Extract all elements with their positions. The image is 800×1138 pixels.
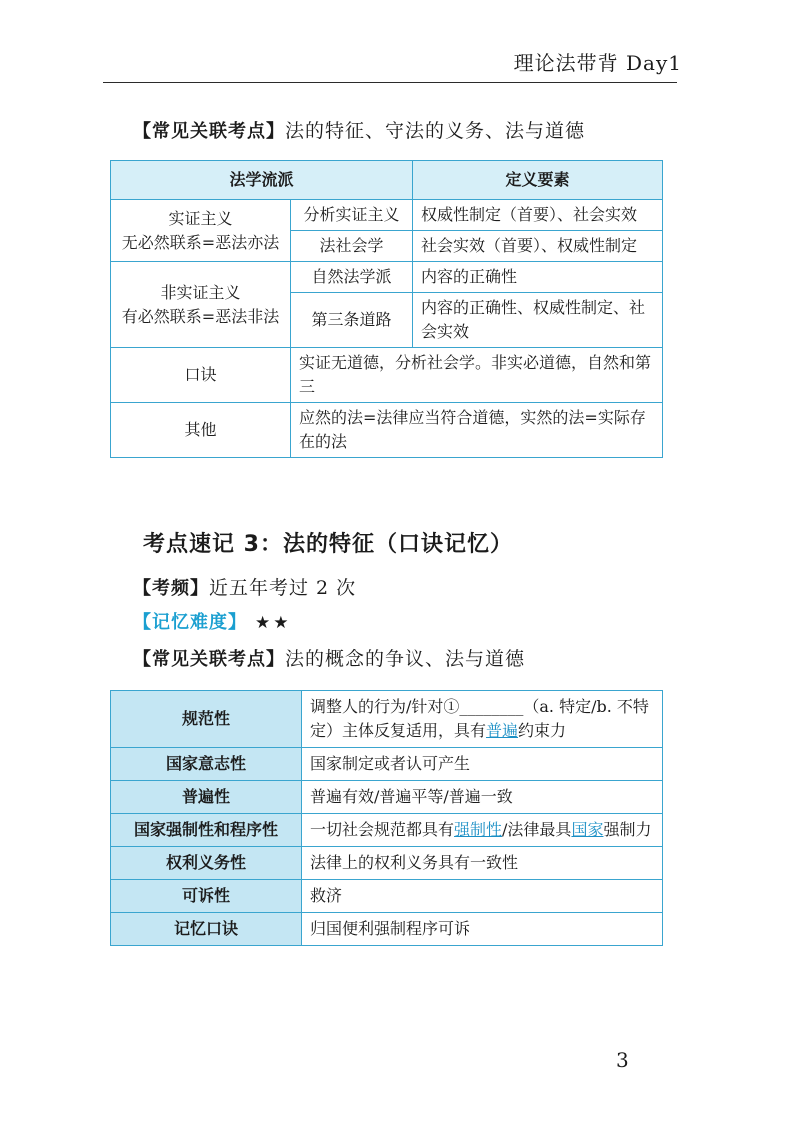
feature-text: 普遍有效/普遍平等/普遍一致 bbox=[302, 781, 663, 814]
page-number: 3 bbox=[616, 1048, 629, 1072]
related-points-tag: 【常见关联考点】 bbox=[133, 649, 285, 670]
feature-text bbox=[302, 814, 663, 847]
table-row bbox=[111, 403, 663, 458]
school-elements: 内容的正确性 bbox=[413, 262, 663, 293]
feature-text-part: 约束力 bbox=[518, 721, 567, 740]
non-positivism-name: 非实证主义 bbox=[160, 282, 241, 302]
feature-label: 普遍性 bbox=[111, 781, 302, 814]
feature-label: 记忆口诀 bbox=[111, 913, 302, 946]
table-row bbox=[111, 913, 663, 946]
related-points-line-2 bbox=[133, 644, 525, 671]
header-school: 法学流派 bbox=[111, 161, 413, 200]
feature-text-part: 一切社会规范都具有 bbox=[310, 820, 455, 839]
mnemonic-text: 实证无道德，分析社会学。非实必道德，自然和第三 bbox=[291, 348, 663, 403]
school-elements: 权威性制定（首要）、社会实效 bbox=[413, 200, 663, 231]
other-text: 应然的法=法律应当符合道德，实然的法=实际存在的法 bbox=[291, 403, 663, 458]
underlined-answer: 普遍 bbox=[486, 721, 519, 740]
features-table bbox=[110, 690, 663, 946]
feature-text-part: /法律最具 bbox=[502, 820, 572, 839]
related-points-text: 法的特征、守法的义务、法与道德 bbox=[285, 120, 586, 142]
other-label: 其他 bbox=[111, 403, 291, 458]
non-positivism-note: 有必然联系=恶法非法 bbox=[121, 306, 280, 326]
school-name: 分析实证主义 bbox=[291, 200, 413, 231]
frequency-line bbox=[133, 573, 356, 600]
school-name: 自然法学派 bbox=[291, 262, 413, 293]
positivism-note: 无必然联系=恶法亦法 bbox=[121, 232, 280, 252]
table-header-row bbox=[111, 161, 663, 200]
underlined-answer: 强制性 bbox=[454, 820, 503, 839]
feature-text-part: 调整人的行为/针对①________（a. 特定/b. 不特定）主体反复适用，具有 bbox=[310, 697, 649, 740]
table-row bbox=[111, 781, 663, 814]
school-name: 第三条道路 bbox=[291, 293, 413, 348]
related-points-text: 法的概念的争议、法与道德 bbox=[285, 648, 526, 670]
positivism-name: 实证主义 bbox=[168, 208, 233, 228]
difficulty-stars: ★★ bbox=[255, 613, 292, 633]
table-row bbox=[111, 691, 663, 748]
table-row bbox=[111, 748, 663, 781]
feature-label: 可诉性 bbox=[111, 880, 302, 913]
table-row bbox=[111, 814, 663, 847]
feature-text: 国家制定或者认可产生 bbox=[302, 748, 663, 781]
positivism-cell bbox=[111, 200, 291, 262]
table-row bbox=[111, 880, 663, 913]
feature-label: 规范性 bbox=[111, 691, 302, 748]
related-points-tag: 【常见关联考点】 bbox=[133, 121, 285, 142]
feature-text bbox=[302, 691, 663, 748]
school-name: 法社会学 bbox=[291, 231, 413, 262]
related-points-line-1 bbox=[133, 116, 585, 143]
header-divider bbox=[103, 82, 677, 83]
table-row bbox=[111, 348, 663, 403]
difficulty-line bbox=[133, 608, 291, 634]
feature-text-part: 强制力 bbox=[603, 820, 652, 839]
table-row bbox=[111, 200, 663, 231]
frequency-tag: 【考频】 bbox=[133, 578, 209, 599]
underlined-answer: 国家 bbox=[571, 820, 604, 839]
feature-label: 国家强制性和程序性 bbox=[111, 814, 302, 847]
header-elements: 定义要素 bbox=[413, 161, 663, 200]
frequency-text: 近五年考过 2 次 bbox=[209, 577, 357, 599]
feature-label: 权利义务性 bbox=[111, 847, 302, 880]
schools-table bbox=[110, 160, 663, 458]
feature-text: 救济 bbox=[302, 880, 663, 913]
mnemonic-label: 口诀 bbox=[111, 348, 291, 403]
header-title: 理论法带背 Day1 bbox=[513, 51, 682, 75]
section-title: 考点速记 3：法的特征（口诀记忆） bbox=[143, 532, 513, 557]
non-positivism-cell bbox=[111, 262, 291, 348]
difficulty-tag: 【记忆难度】 bbox=[133, 612, 247, 633]
feature-text: 法律上的权利义务具有一致性 bbox=[302, 847, 663, 880]
feature-text: 归国便利强制程序可诉 bbox=[302, 913, 663, 946]
feature-label: 国家意志性 bbox=[111, 748, 302, 781]
school-elements: 内容的正确性、权威性制定、社会实效 bbox=[413, 293, 663, 348]
table-row bbox=[111, 847, 663, 880]
table-row bbox=[111, 262, 663, 293]
school-elements: 社会实效（首要）、权威性制定 bbox=[413, 231, 663, 262]
